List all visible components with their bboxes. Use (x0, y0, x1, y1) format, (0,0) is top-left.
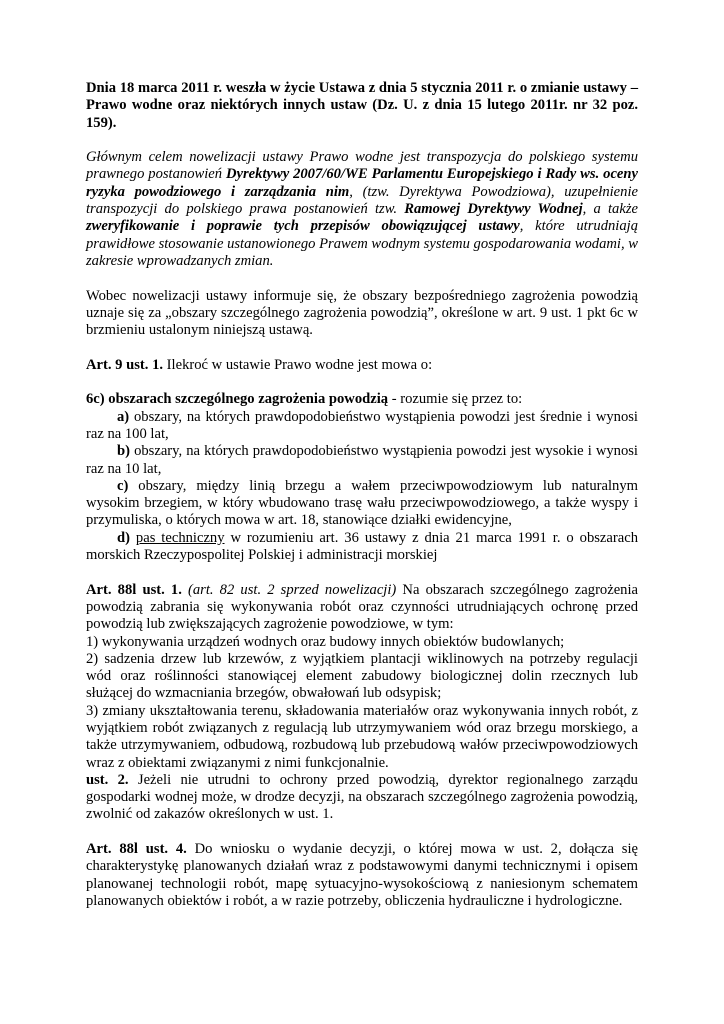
intro-verification: zweryfikowanie i poprawie tych przepisów obowiązującej ustawy (86, 218, 520, 235)
intro-framework-directive: Ramowej Dyrektywy Wodnej (404, 201, 583, 218)
art88l1-ref: Art. 88l ust. 1. (86, 581, 182, 598)
art88l2-ref: ust. 2. (86, 771, 129, 788)
art88l1-note: (art. 82 ust. 2 sprzed nowelizacji) (181, 581, 397, 598)
notice-paragraph: Wobec nowelizacji ustawy informuje się, że obszary bezpośredniego zagrożenia powodzią uznaje się za „obszary szczególnego zagrożenia powodzią”, określone w art. 9 ust. 1 pkt 6c w brzmieniu ustalonym niniejszą ustawą. (86, 287, 638, 339)
def6c-item-a-text: obszary, na których prawdopodobieństwo wystąpienia powodzi jest średnie i wynosi raz na 100 lat, (86, 408, 638, 442)
def6c-item-c-text: obszary, między linią brzegu a wałem przeciwpowodziowym lub naturalnym wysokim brzegiem, w który wbudowano trasę wału przeciwpowodziowego, a także wyspy i przymuliska, o których mowa w art. 18, stanowiące działki ewidencyjne, (86, 477, 638, 529)
art88l1-text: Na obszarach szczególnego zagrożenia powodzią zabrania się wykonywania robót oraz czynności utrudniających ochronę przed powodzią lub zwiększających zagrożenie powodziowe, w tym: (86, 581, 639, 633)
art88l1-point-2: 2) sadzenia drzew lub krzewów, z wyjątkiem plantacji wiklinowych na potrzeby regulacji wód oraz roślinności stanowiącej element zabudowy biologicznej dolin rzecznych lub służącej do wzmacniania brzegów, obwałowań lub odsypisk; (86, 650, 638, 702)
def6c-item-a (86, 409, 638, 444)
art9-text: Ilekroć w ustawie Prawo wodne jest mowa o: (163, 356, 433, 373)
def6c-item-b-text: obszary, na których prawdopodobieństwo wystąpienia powodzi jest wysokie i wynosi raz na 10 lat, (86, 443, 638, 477)
def6c-item-d-text: w rozumieniu art. 36 ustawy z dnia 21 marca 1991 r. o obszarach morskich Rzeczypospolitej Polskiej i administracji morskiej (86, 529, 638, 564)
art9-paragraph (86, 357, 638, 374)
art88l2-text: Jeżeli nie utrudni to ochrony przed powodzią, dyrektor regionalnego zarządu gospodarki wodnej może, w drodze decyzji, na obszarach szczególnego zagrożenia powodzią, zwolnić od zakazów określonych w ust. 1. (86, 771, 638, 823)
def6c-item-b (86, 443, 638, 478)
def6c-item-c-label: c) (117, 477, 129, 494)
def6c-item-a-label: a) (117, 408, 130, 425)
art88l4-ref: Art. 88l ust. 4. (86, 841, 187, 858)
document-heading: Dnia 18 marca 2011 r. weszła w życie Ustawa z dnia 5 stycznia 2011 r. o zmianie ustawy – Prawo wodne oraz niektórych innych ustaw (Dz. U. z dnia 15 lutego 2011r. nr 32 poz. 159). (86, 80, 638, 131)
pas-techniczny-link[interactable]: pas techniczny (135, 529, 225, 546)
art88l1-point-3: 3) zmiany ukształtowania terenu, składowania materiałów oraz wykonywania innych robót, z wyjątkiem robót związanych z regulacją lub utrzymywaniem wód oraz brzegu morskiego, a także utrzymywaniem, odbudową, rozbudową lub przebudową wałów przeciwpowodziowych wraz z obiektami związanymi z nimi funkcjonalnie. (86, 702, 638, 771)
art88l4-paragraph (86, 841, 638, 910)
intro-text-1: Głównym celem nowelizacji ustawy Prawo wodne jest transpozycja do polskiego systemu prawnego postanowień (86, 149, 638, 183)
intro-text-2: , (tzw. Dyrektywa Powodziowa), uzupełnienie transpozycji do polskiego prawa postanowień tzw. (86, 183, 638, 218)
art88l2-paragraph (86, 772, 638, 824)
intro-directive-2007-60: Dyrektywy 2007/60/WE Parlamentu Europejskiego i Rady ws. oceny ryzyka powodziowego i zarządzania nim (86, 166, 638, 200)
art88l4-text: Do wniosku o wydanie decyzji, o której mowa w ust. 2, dołącza się charakterystykę planowanych działań wraz z podstawowymi danymi technicznymi i opisem planowanej technologii robót, mapę sytuacyjno-wysokościową z naniesionym schematem planowanych obiektów i robót, a w razie potrzeby, obliczenia hydrauliczne i hydrologiczne. (86, 841, 638, 909)
intro-text-4: , które utrudniają prawidłowe stosowanie ustanowionego Prawem wodnym systemu gospodarowania wodami, w zakresie wprowadzanych zmian. (86, 218, 639, 269)
art9-ref: Art. 9 ust. 1. (86, 356, 164, 373)
art88l1-point-1: 1) wykonywania urządzeń wodnych oraz budowy innych obiektów budowlanych; (86, 633, 565, 650)
intro-paragraph (86, 149, 638, 270)
def6c-item-b-label: b) (117, 443, 130, 460)
art88l1-paragraph (86, 582, 638, 634)
def6c-text: - rozumie się przez to: (388, 391, 523, 408)
def6c-item-d-label: d) (117, 529, 130, 546)
def6c-item-c (86, 478, 638, 530)
def6c-item-d (86, 530, 638, 565)
def6c-header (86, 391, 638, 408)
intro-text-3: , a także (582, 201, 638, 218)
def6c-term: 6c) obszarach szczególnego zagrożenia powodzią (86, 391, 389, 408)
